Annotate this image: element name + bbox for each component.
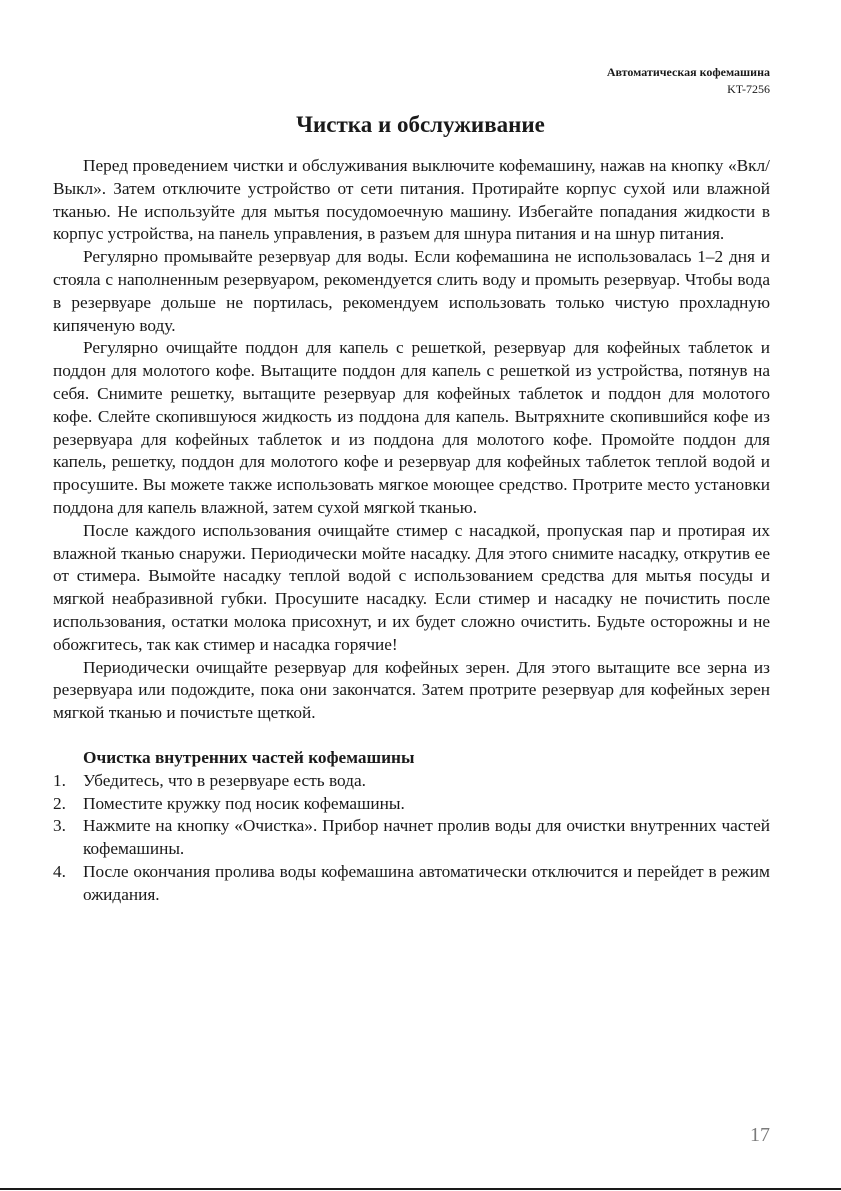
page-bottom-divider	[0, 1188, 841, 1190]
step-text: Убедитесь, что в резервуаре есть вода.	[83, 770, 366, 790]
paragraph-drip-tray: Регулярно очищайте поддон для капель с решеткой, резервуар для кофейных таблеток и поддон для молотого кофе. Вытащите поддон для капель с решеткой из устройства, потянув на себя. Снимите решетку, вытащите резервуар для кофейных таблеток и поддон для молотого кофе. Слейте скопившуюся жидкость из поддона для капель. Вытряхните скопившийся кофе из резервуара для кофейных таблеток и из поддона для молотого кофе. Промойте поддон для капель, решетку, поддон для молотого кофе и резервуар для кофейных таблеток теплой водой и просушите. Вы можете также использовать мягкое моющее средство. Протрите место установки поддона для капель влажной, затем сухой мягкой тканью.	[53, 338, 770, 517]
page-header	[607, 64, 770, 98]
page-content	[53, 155, 770, 907]
step-number: 3.	[53, 816, 66, 836]
step-text: Нажмите на кнопку «Очистка». Прибор начнет пролив воды для очистки внутренних частей кофемашины.	[83, 816, 770, 859]
paragraph-general-cleaning: Перед проведением чистки и обслуживания выключите кофемашину, нажав на кнопку «Вкл/Выкл». Затем отключите устройство от сети питания. Протирайте корпус сухой или влажной тканью. Не используйте для мытья посудомоечную машину. Избегайте попадания жидкости в корпус устройства, на панель управления, в разъем для шнура питания и на шнур питания.	[53, 156, 770, 244]
step-text: После окончания пролива воды кофемашина автоматически отключится и перейдет в режим ожидания.	[83, 861, 770, 904]
step-number: 4.	[53, 861, 66, 881]
step-number: 2.	[53, 793, 66, 813]
list-item	[53, 770, 770, 793]
list-item	[53, 861, 770, 907]
paragraph-bean-container: Периодически очищайте резервуар для кофейных зерен. Для этого вытащите все зерна из резервуара или подождите, пока они закончатся. Затем протрите резервуар для кофейных зерен мягкой тканью и почистьте щеткой.	[53, 657, 770, 723]
header-product-name: Автоматическая кофемашина	[606, 65, 770, 79]
header-model-number: KT-7256	[727, 82, 770, 96]
section-heading-internal-cleaning: Очистка внутренних частей кофемашины	[83, 747, 415, 767]
list-item	[53, 793, 770, 816]
paragraph-water-tank: Регулярно промывайте резервуар для воды. Если кофемашина не использовалась 1–2 дня и стояла с наполненным резервуаром, рекомендуется слить воду и промыть резервуар. Чтобы вода в резервуаре дольше не портилась, рекомендуем использовать только чистую прохладную кипяченую воду.	[53, 247, 770, 335]
step-number: 1.	[53, 770, 66, 790]
page-number: 17	[750, 1124, 770, 1146]
step-text: Поместите кружку под носик кофемашины.	[83, 793, 405, 813]
paragraph-steamer: После каждого использования очищайте стимер с насадкой, пропуская пар и протирая их влажной тканью снаружи. Периодически мойте насадку. Для этого снимите насадку, открутив ее от стимера. Вымойте насадку теплой водой с использованием средства для мытья посуды и мягкой неабразивной губки. Просушите насадку. Если стимер и насадку не почистить после использования, остатки молока присохнут, и их будет сложно очистить. Будьте осторожны и не обожгитесь, так как стимер и насадка горячие!	[53, 520, 770, 654]
page-title: Чистка и обслуживание	[296, 112, 545, 137]
cleaning-steps-list	[53, 770, 770, 907]
list-item	[53, 815, 770, 861]
